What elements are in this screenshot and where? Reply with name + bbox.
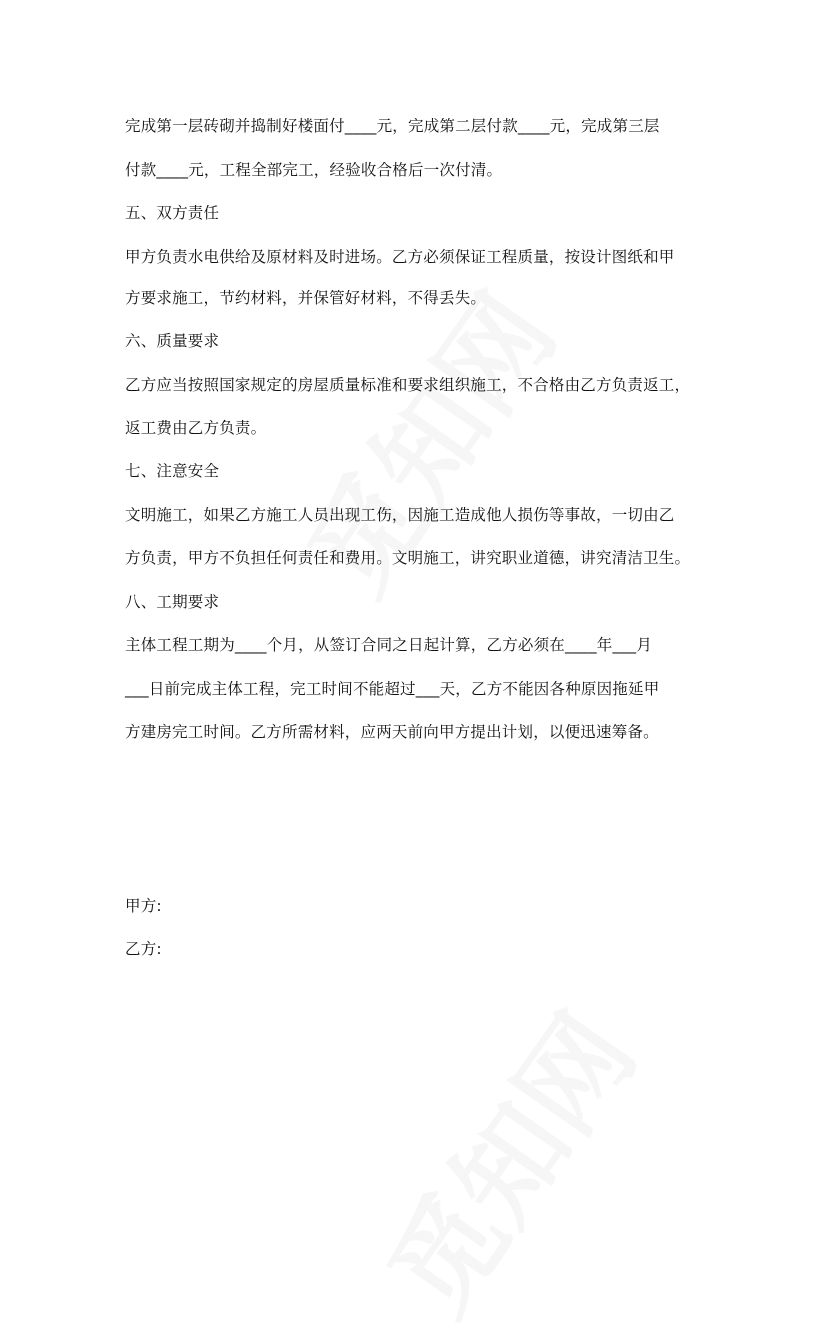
body-text-line: 甲方负责水电供给及原材料及时进场。乙方必须保证工程质量，按设计图纸和甲 bbox=[125, 248, 675, 266]
section-heading: 六、质量要求 bbox=[125, 332, 220, 350]
body-text-line: 方负责，甲方不负担任何责任和费用。文明施工，讲究职业道德，讲究清洁卫生。 bbox=[125, 549, 691, 567]
body-text-line: 乙方应当按照国家规定的房屋质量标准和要求组织施工，不合格由乙方负责返工， bbox=[125, 376, 691, 394]
party-b-signature: 乙方: bbox=[125, 940, 162, 958]
party-a-signature: 甲方: bbox=[125, 897, 162, 915]
body-text-line: 付款____元，工程全部完工，经验收合格后一次付清。 bbox=[125, 161, 503, 179]
body-text-line: 方要求施工，节约材料，并保管好材料，不得丢失。 bbox=[125, 289, 487, 307]
section-heading: 七、注意安全 bbox=[125, 462, 220, 480]
body-text-line: 完成第一层砖砌并捣制好楼面付____元，完成第二层付款____元，完成第三层 bbox=[125, 117, 660, 135]
body-text-line: 主体工程工期为____个月，从签订合同之日起计算，乙方必须在____年___月 bbox=[125, 636, 653, 654]
section-heading: 五、双方责任 bbox=[125, 204, 220, 222]
body-text-line: 文明施工，如果乙方施工人员出现工伤，因施工造成他人损伤等事故，一切由乙 bbox=[125, 506, 675, 524]
body-text-line: ___日前完成主体工程，完工时间不能超过___天，乙方不能因各种原因拖延甲 bbox=[125, 680, 660, 698]
section-heading: 八、工期要求 bbox=[125, 593, 220, 611]
body-text-line: 返工费由乙方负责。 bbox=[125, 419, 267, 437]
body-text-line: 方建房完工时间。乙方所需材料，应两天前向甲方提出计划，以便迅速筹备。 bbox=[125, 723, 659, 741]
watermark bbox=[346, 979, 665, 1339]
